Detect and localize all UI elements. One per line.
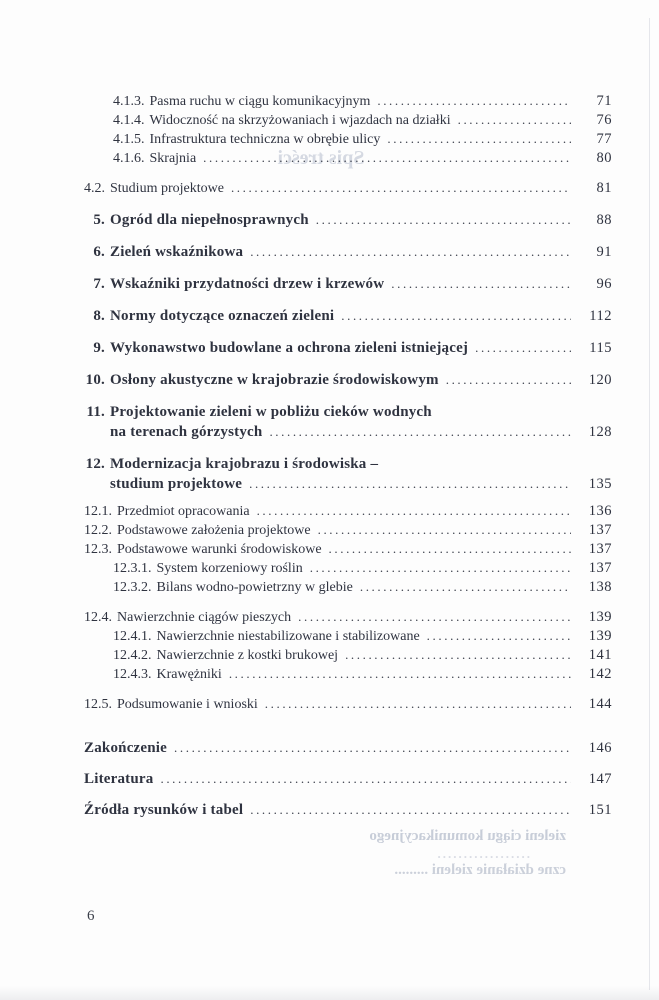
dot-leader: [203, 149, 571, 167]
toc-entry-title: Studium projektowe: [110, 181, 224, 196]
toc-entry-title: Bilans wodno-powietrzny w glebie: [156, 580, 353, 595]
toc-entry-page: 146: [588, 740, 612, 756]
toc-entry-title: Skrajnia: [149, 151, 197, 166]
toc-entry-number: 7.: [93, 276, 105, 292]
dot-leader: [310, 559, 571, 577]
toc-entry-page: 76: [596, 112, 612, 128]
toc-entry-row: [84, 608, 612, 627]
show-through-text: czne działanie zieleni .........: [394, 862, 566, 878]
toc-entry-title: Normy dotyczące oznaczeń zieleni: [110, 308, 335, 324]
toc-entry-title: Nawierzchnie z kostki brukowej: [156, 648, 339, 663]
toc-entry-page: 81: [596, 180, 612, 196]
toc-entry-number: 5.: [93, 212, 105, 228]
toc-entry: [84, 738, 612, 758]
toc-entry-number: 4.1.6.: [113, 151, 145, 166]
toc-entry: [84, 179, 612, 198]
toc-entry-page: 137: [588, 541, 612, 557]
toc-entry-title-continuation: studium projektowe: [110, 476, 243, 492]
toc-entry-row: [84, 578, 612, 597]
dot-leader: [341, 306, 571, 326]
toc-entry: [84, 111, 612, 130]
toc-entry-number: 4.1.5.: [113, 132, 145, 147]
toc-entry-row: [84, 474, 612, 494]
toc-entry-number: 12.4.3.: [113, 667, 152, 682]
toc-entry-number: 10.: [85, 372, 105, 388]
toc-entry-row: [84, 627, 612, 646]
toc-entry-number: 4.2.: [84, 181, 105, 196]
toc-entry: [84, 454, 612, 494]
toc-entry-page: 135: [588, 476, 612, 492]
dot-leader: [250, 242, 571, 262]
toc-entry-title: Pasma ruchu w ciągu komunikacyjnym: [149, 94, 371, 109]
toc-entry-row: [84, 521, 612, 540]
toc-entry-row: [84, 800, 612, 820]
toc-entry-row: [84, 695, 612, 714]
toc-entry-number: 12.4.2.: [113, 648, 152, 663]
dot-leader: [174, 738, 571, 758]
toc-entry-row: [84, 540, 612, 559]
toc-entry-page: 141: [588, 647, 612, 663]
toc-entry-row: [84, 422, 612, 442]
dot-leader: [446, 370, 571, 390]
dot-leader: [160, 769, 571, 789]
toc-entry-title: Źródła rysunków i tabel: [84, 802, 244, 818]
dot-leader: [298, 608, 571, 626]
dot-leader: [387, 130, 571, 148]
dot-leader: [427, 627, 571, 645]
toc-entry: [84, 274, 612, 294]
toc-entry-page: 136: [588, 503, 612, 519]
toc-entry-title: Nawierzchnie niestabilizowane i stabilizowane: [156, 629, 420, 644]
toc-entry-page: 80: [596, 150, 612, 166]
toc-entry-page: 139: [588, 628, 612, 644]
toc-entry-page: 120: [588, 372, 612, 388]
dot-leader: [377, 92, 571, 110]
dot-leader: [249, 474, 571, 494]
show-through-text: Spis treści: [277, 147, 365, 169]
toc-entry-title: Wykonawstwo budowlane a ochrona zieleni istniejącej: [110, 340, 469, 356]
dot-leader: [475, 338, 571, 358]
toc-entry: [84, 130, 612, 149]
toc-entry-number: 12.4.: [84, 610, 112, 625]
toc-entry-page: 144: [588, 696, 612, 712]
toc-entry: [84, 306, 612, 326]
toc-entry: [84, 608, 612, 627]
toc-entry: [84, 695, 612, 714]
toc-entry-row: [84, 559, 612, 578]
page-number: 6: [87, 908, 95, 924]
toc-entry-number: 11.: [86, 404, 105, 420]
toc-entry-number: 12.3.: [84, 542, 112, 557]
toc-entry-row: [84, 646, 612, 665]
toc-entry-number: 12.5.: [84, 697, 112, 712]
dot-leader: [316, 210, 571, 230]
toc-entry-page: 77: [596, 131, 612, 147]
toc-entry-title: Przedmiot opracowania: [117, 504, 250, 519]
toc-entry-row: [84, 454, 612, 474]
toc-entry-title: Widoczność na skrzyżowaniach i wjazdach na działki: [149, 113, 451, 128]
toc-entry-row: [84, 111, 612, 130]
toc-entry: [84, 370, 612, 390]
toc-entry-row: [84, 242, 612, 262]
toc-entry-row: [84, 149, 612, 168]
toc-list: [84, 92, 612, 820]
toc-entry-page: 91: [596, 244, 612, 260]
toc-entry-title-continuation: na terenach górzystych: [110, 424, 263, 440]
toc-entry-page: 151: [588, 802, 612, 818]
toc-entry-page: 139: [588, 609, 612, 625]
toc-entry-title: Projektowanie zieleni w pobliżu cieków wodnych: [110, 404, 432, 420]
toc-entry: [84, 521, 612, 540]
toc-entry-page: 115: [589, 340, 612, 356]
toc-entry-row: [84, 130, 612, 149]
toc-entry-page: 96: [596, 276, 612, 292]
toc-entry-row: [84, 370, 612, 390]
toc-entry-page: 71: [596, 93, 612, 109]
toc-entry-page: 147: [588, 771, 612, 787]
toc-entry-number: 12.3.2.: [113, 580, 152, 595]
dot-leader: [265, 695, 571, 713]
dot-leader: [345, 646, 571, 664]
toc-entry: [84, 800, 612, 820]
toc-entry: [84, 338, 612, 358]
toc-entry-title: Zakończenie: [84, 740, 168, 756]
toc-entry: [84, 149, 612, 168]
toc-entry-row: [84, 665, 612, 684]
toc-entry-title: Osłony akustyczne w krajobrazie środowiskowym: [110, 372, 439, 388]
toc-entry-title: Literatura: [84, 771, 154, 787]
toc-entry-number: 6.: [93, 244, 105, 260]
toc-entry-title: Wskaźniki przydatności drzew i krzewów: [110, 276, 385, 292]
toc-entry-title: Podsumowanie i wnioski: [117, 697, 258, 712]
dot-leader: [269, 422, 571, 442]
toc-entry-page: 142: [588, 666, 612, 682]
toc-entry-title: Zieleń wskaźnikowa: [110, 244, 244, 260]
toc-entry-number: 12.3.1.: [113, 561, 152, 576]
toc-entry-number: 12.4.1.: [113, 629, 152, 644]
toc-entry: [84, 92, 612, 111]
toc-entry: [84, 242, 612, 262]
dot-leader: [257, 502, 571, 520]
toc-entry-row: [84, 769, 612, 789]
toc-entry-number: 4.1.4.: [113, 113, 145, 128]
toc-entry-row: [84, 210, 612, 230]
toc-entry-title: System korzeniowy roślin: [156, 561, 303, 576]
dot-leader: [458, 111, 571, 129]
toc-entry-title: Modernizacja krajobrazu i środowiska –: [110, 456, 379, 472]
dot-leader: [360, 578, 571, 596]
toc-entry-title: Podstawowe warunki środowiskowe: [117, 542, 322, 557]
toc-entry-row: [84, 92, 612, 111]
toc-entry: [84, 578, 612, 597]
toc-entry-page: 128: [588, 424, 612, 440]
toc-entry-page: 112: [589, 308, 612, 324]
toc-entry-page: 88: [596, 212, 612, 228]
toc-entry-page: 137: [588, 560, 612, 576]
toc-entry-row: [84, 306, 612, 326]
toc-entry: [84, 646, 612, 665]
toc-entry-row: [84, 338, 612, 358]
toc-entry-row: [84, 502, 612, 521]
dot-leader: [318, 521, 571, 539]
toc-entry-row: [84, 179, 612, 198]
toc-entry-number: 12.1.: [84, 504, 112, 519]
page-edge-shadow: [649, 18, 650, 990]
toc-entry-title: Krawężniki: [156, 667, 222, 682]
toc-entry-row: [84, 402, 612, 422]
toc-entry-row: [84, 274, 612, 294]
toc-entry: [84, 559, 612, 578]
dot-leader: [391, 274, 571, 294]
toc-entry: [84, 769, 612, 789]
toc-entry-page: 137: [588, 522, 612, 538]
toc-entry-number: 12.: [85, 456, 105, 472]
toc-entry: [84, 402, 612, 442]
toc-entry-title: Ogród dla niepełnosprawnych: [110, 212, 309, 228]
toc-entry-title: Podstawowe założenia projektowe: [117, 523, 311, 538]
toc-entry-number: 8.: [93, 308, 105, 324]
toc-entry: [84, 665, 612, 684]
dot-leader: [231, 179, 571, 197]
dot-leader: [329, 540, 571, 558]
toc-entry-row: [84, 738, 612, 758]
dot-leader: [250, 800, 571, 820]
toc-entry: [84, 502, 612, 521]
toc-entry-title: Nawierzchnie ciągów pieszych: [117, 610, 292, 625]
toc-entry: [84, 210, 612, 230]
dot-leader: [229, 665, 571, 683]
toc-entry-number: 12.2.: [84, 523, 112, 538]
toc-entry-number: 9.: [93, 340, 105, 356]
toc-entry-title: Infrastruktura techniczna w obrębie ulicy: [149, 132, 381, 147]
toc-entry: [84, 540, 612, 559]
show-through-text: ..................: [435, 846, 530, 861]
toc-entry-page: 138: [588, 579, 612, 595]
toc-entry-number: 4.1.3.: [113, 94, 145, 109]
toc-entry: [84, 627, 612, 646]
show-through-text: zieleni ciągu komunikacyjnego: [369, 828, 566, 844]
